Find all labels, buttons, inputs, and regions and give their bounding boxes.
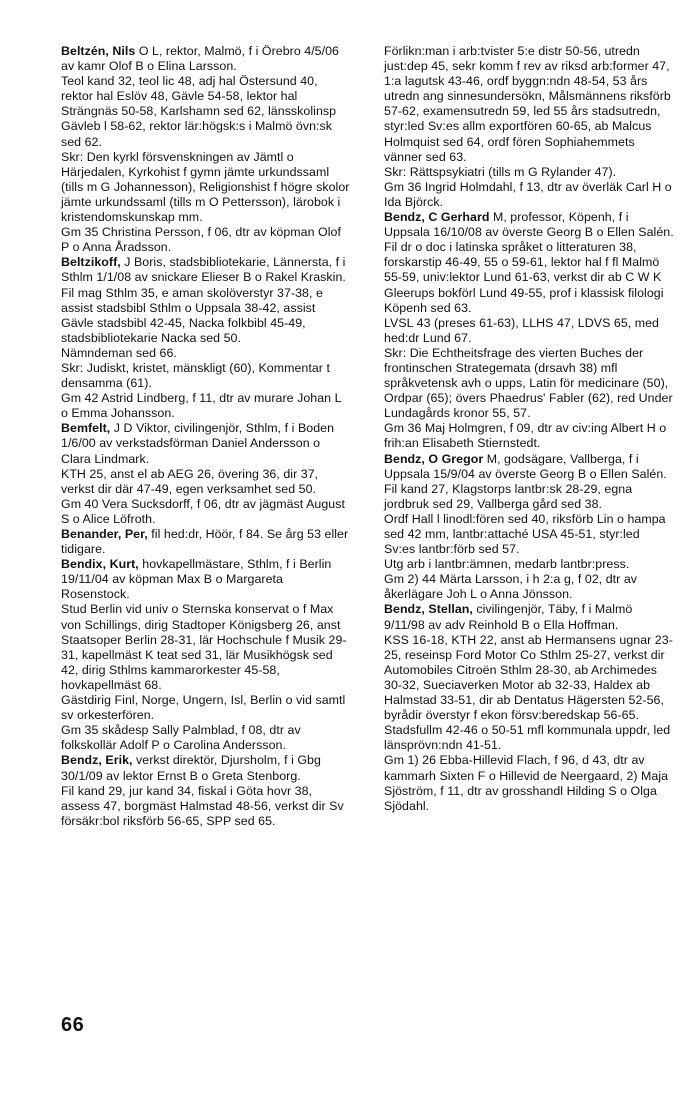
biography-paragraph (61, 723, 351, 753)
entry-text: KTH 25, anst el ab AEG 26, övering 36, dir 37, verkst dir där 47-49, egen verksamhet sed 50. (61, 466, 319, 496)
entry-text: Skr: Rättspsykiatri (tills m G Rylander 47). (384, 164, 617, 179)
biography-paragraph (61, 602, 351, 693)
biography-paragraph (384, 572, 674, 602)
entry-name: Bendz, Erik, (61, 753, 133, 768)
entry-text: M, godsägare, Vallberga, f i Uppsala 15/9/04 av överste Georg B o Ellen Salén. (384, 451, 667, 481)
entry-text: Gästdirig Finl, Norge, Ungern, Isl, Berlin o vid samtl sv orkesterfören. (61, 693, 346, 723)
entry-text: Gm 2) 44 Märta Larsson, i h 2:a g, f 02, dtr av åkerlägare Joh L o Anna Jönsson. (384, 572, 638, 602)
entry-text: Skr: Judiskt, kristet, mänskligt (60), Kommentar t densamma (61). (61, 360, 330, 391)
biography-paragraph (384, 633, 674, 724)
entry-text: Fil mag Sthlm 35, e aman skolöverstyr 37-38, e assist stadsbibl Sthlm o Uppsala 38-42, assist Gävle stadsbibl 42-45, Nacka folkbibl 45-49, stadsbibliotekarie Nacka sed 50. (61, 285, 323, 345)
entry-text: Gm 42 Astrid Lindberg, f 11, dtr av murare Johan L o Emma Johansson. (61, 391, 342, 421)
biography-paragraph (384, 316, 674, 346)
entry-text: Gm 36 Ingrid Holmdahl, f 13, dtr av överläk Carl H o Ida Björck. (384, 179, 672, 209)
entry-text: LVSL 43 (preses 61-63), LLHS 47, LDVS 65, med hed:dr Lund 67. (384, 315, 659, 345)
biography-entry (61, 557, 351, 602)
entry-name: Bemfelt, (61, 421, 111, 436)
entry-text: Gm 1) 26 Ebba-Hillevid Flach, f 96, d 43, dtr av kammarh Sixten F o Hillevid de Neergaard, 2) Maja Sjöström, f 11, dtr av grosshandl Hilding S o Olga Sjödahl. (384, 753, 669, 813)
entry-text: Gm 35 skådesp Sally Palmblad, f 08, dtr av folkskollär Adolf P o Carolina Andersson. (61, 723, 301, 753)
biography-entry (384, 602, 674, 632)
entry-text: Stud Berlin vid univ o Sternska konservat o f Max von Schillings, dirig Stadtoper Königsberg 26, anst Staatsoper Berlin 28-31, lär Hochschule f Musik 29-31, kapellmäst K teat sed 31, lär Musikhögsk sed 42, dirig Sthlms kammarorkester 45-58, hovkapellmäst 68. (61, 602, 347, 692)
entry-text: M, professor, Köpenh, f i Uppsala 16/10/08 av överste Georg B o Ellen Salén. (384, 210, 674, 240)
biography-paragraph (384, 240, 674, 315)
biography-entry (384, 452, 674, 482)
entry-text: Skr: Den kyrkl försvenskningen av Jämtl o Härjedalen, Kyrkohist f gymn jämte urkundssaml (tills m G Johannesson), Religionshist f högre skolor jämte urkundssaml (tills m O Pettersson), lärobok i kristendomskunskap mm. (61, 149, 350, 225)
biography-paragraph (61, 497, 351, 527)
biography-paragraph (384, 557, 674, 572)
biography-paragraph (384, 512, 674, 557)
entry-text: Gm 35 Christina Persson, f 06, dtr av köpman Olof P o Anna Åradsson. (61, 225, 341, 255)
biography-entry (61, 421, 351, 466)
entry-text: J Boris, stadsbibliotekarie, Lännersta, f i Sthlm 1/1/08 av snickare Elieser B o Rakel Kraskin. (61, 255, 346, 285)
biography-paragraph (61, 361, 351, 391)
entry-text: civilingenjör, Täby, f i Malmö 9/11/98 av adv Reinhold B o Ella Hoffman. (384, 602, 633, 632)
biography-paragraph (61, 74, 351, 149)
entry-name: Bendix, Kurt, (61, 557, 139, 572)
entry-name: Benander, Per, (61, 527, 148, 541)
entry-text: Teol kand 32, teol lic 48, adj hal Östersund 40, rektor hal Eslöv 48, Gävle 54-58, lektor hal Strängnäs 50-58, Karlshamn sed 62, länsskolinsp Gävleb l 58-62, rektor lär:högsk:s i Malmö övn:sk sed 62. (61, 74, 337, 149)
entry-text: fil hed:dr, Höör, f 84. Se årg 53 eller tidigare. (61, 527, 349, 557)
entry-text: verkst direktör, Djursholm, f i Gbg 30/1/09 av lektor Ernst B o Greta Stenborg. (61, 753, 321, 783)
entry-text: Stadsfullm 42-46 o 50-51 mfl kommunala uppdr, led länsprövn:ndn 41-51. (384, 723, 671, 753)
entry-name: Beltzén, Nils (61, 44, 136, 58)
biography-entry (61, 753, 351, 783)
biography-paragraph (61, 150, 351, 225)
biography-paragraph (384, 753, 674, 813)
entry-text: Skr: Die Echtheitsfrage des vierten Buches der frontinschen Strategemata (drsavh 38) mfl språkvetensk avh o upps, Latin för medicinare (50), Ordpar (65); övers Phaedrus' Fabler (62), red Under Lundagårds kronor 55, 57. (384, 345, 673, 421)
biography-paragraph (384, 346, 674, 421)
biography-paragraph (384, 44, 674, 165)
entry-name: Beltzikoff, (61, 255, 121, 270)
page-number: 66 (61, 1014, 85, 1036)
right-column (384, 44, 674, 814)
biography-paragraph (61, 225, 351, 255)
biography-paragraph (61, 784, 351, 829)
biography-paragraph (61, 693, 351, 723)
entry-text: Fil dr o doc i latinska språket o litteraturen 38, forskarstip 46-49, 55 o 59-61, lektor hal f fl Malmö 55-59, univ:lektor Lund 61-63, verkst dir ab C W K Gleerups bokförl Lund 49-55, prof i klassisk filologi Köpenh sed 63. (384, 240, 664, 315)
biography-paragraph (384, 180, 674, 210)
entry-text: Ordf Hall l linodl:fören sed 40, riksförb Lin o hampa sed 42 mm, lantbr:attaché USA 45-51, styr:led Sv:es lantbr:förb sed 57. (384, 511, 666, 557)
entry-text: Nämndeman sed 66. (61, 345, 177, 360)
biography-paragraph (384, 482, 674, 512)
biography-paragraph (384, 165, 674, 180)
biography-paragraph (384, 723, 674, 753)
entry-name: Bendz, Stellan, (384, 602, 473, 617)
biography-paragraph (61, 391, 351, 421)
entry-text: Fil kand 29, jur kand 34, fiskal i Göta hovr 38, assess 47, borgmäst Halmstad 48-56, verkst dir Sv försäkr:bol riksförb 56-65, SPP sed 65. (61, 783, 344, 828)
entry-text: Utg arb i lantbr:ämnen, medarb lantbr:press. (384, 557, 630, 572)
entry-text: Fil kand 27, Klagstorps lantbr:sk 28-29, egna jordbruk sed 29, Vallberga gård sed 38. (384, 481, 633, 511)
biography-paragraph (384, 421, 674, 451)
entry-name: Bendz, O Gregor (384, 451, 484, 466)
entry-text: J D Viktor, civilingenjör, Sthlm, f i Boden 1/6/00 av verkstadsförman Daniel Andersson o Clara Lindmark. (61, 421, 335, 466)
left-column (61, 44, 351, 829)
entry-text: KSS 16-18, KTH 22, anst ab Hermansens ugnar 23-25, reseinsp Ford Motor Co Sthlm 25-27, verkst dir Automobiles Citroën Sthlm 28-30, ab Archimedes 30-32, Sueciaverken Motor ab 32-33, Haldex ab Halmstad 33-51, dir ab Dentatus Hägersten 52-56, byrådir överstyr f ekon försv:beredskap 56-65. (384, 632, 673, 723)
entry-text: Gm 36 Maj Holmgren, f 09, dtr av civ:ing Albert H o frih:an Elisabeth Stiernstedt. (384, 421, 667, 451)
biography-entry (61, 44, 351, 74)
entry-text: hovkapellmästare, Sthlm, f i Berlin 19/11/04 av köpman Max B o Margareta Rosenstock. (61, 557, 332, 602)
entry-text: Gm 40 Vera Sucksdorff, f 06, dtr av jägmäst August S o Alice Löfroth. (61, 496, 345, 526)
entry-text: O L, rektor, Malmö, f i Örebro 4/5/06 av kamr Olof B o Elina Larsson. (61, 44, 339, 74)
entry-text: Förlikn:man i arb:tvister 5:e distr 50-56, utredn just:dep 45, sekr komm f rev av riksd arb:former 47, 1:a lagutsk 43-46, ordf byggn:ndn 48-54, 53 års utredn ang sinnesundersökn, Målsmännens riksförb 57-62, examensutredn 59, led 55 års stadsutredn, styr:led Sv:es allm exportfören 60-65, ab Malcus Holmquist sed 64, ordf fören Sophiahemmets vänner sed 63. (384, 44, 671, 164)
biography-paragraph (61, 467, 351, 497)
biography-paragraph (61, 346, 351, 361)
biography-entry (61, 255, 351, 285)
biography-entry (61, 527, 351, 557)
biography-paragraph (61, 286, 351, 346)
biography-entry (384, 210, 674, 240)
entry-name: Bendz, C Gerhard (384, 210, 490, 225)
